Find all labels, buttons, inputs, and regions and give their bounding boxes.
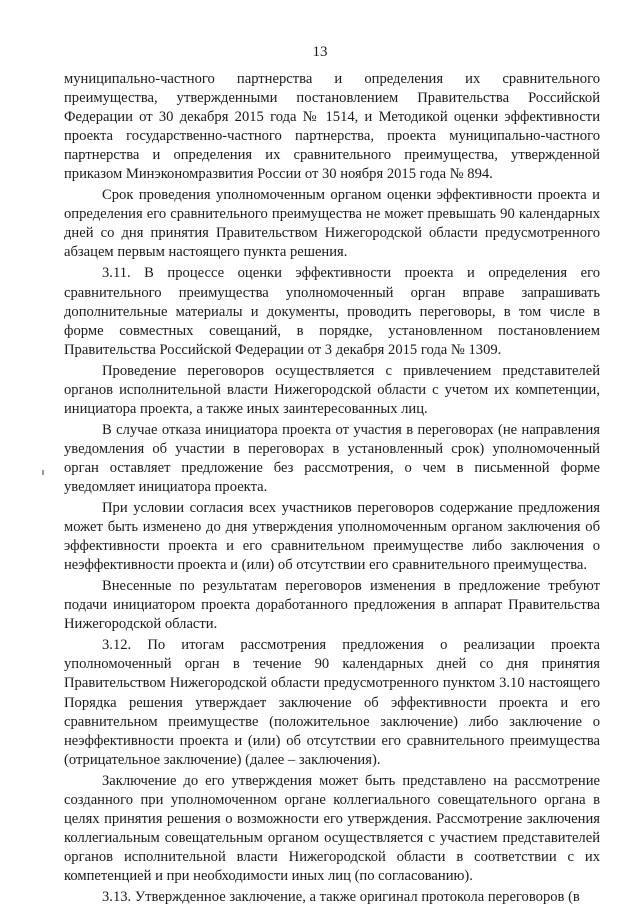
paragraph-changes: Внесенные по результатам переговоров изменения в предложение требуют подачи инициатором проекта доработанного предложения в аппарат Правительства Нижегородской области. — [64, 578, 600, 633]
document-body — [64, 70, 600, 907]
paragraph-continuation: муниципально-частного партнерства и определения их сравнительного преимущества, утвержденными постановлением Правительства Российской Федерации от 30 декабря 2015 года № 1514, и Методикой оценки эффективности проекта государственно-частного партнерства, проекта муниципально-частного партнерства и определения их сравнительного преимущества, утвержденной приказом Минэкономразвития России от 30 ноября 2015 года № 894. — [64, 71, 600, 183]
scan-edge-mark — [42, 470, 44, 475]
paragraph-collegial-review: Заключение до его утверждения может быть представлено на рассмотрение созданного при уполномоченном органе коллегиального совещательного органа в целях принятия решения о возможности его утверждения. Рассмотрение заключения коллегиальным совещательным органом осуществляется с участием представителей органов исполнительной власти Нижегородской области в соответствии с их компетенцией и при необходимости иных лиц (по согласованию). — [64, 772, 600, 884]
paragraph-3-12: 3.12. По итогам рассмотрения предложения о реализации проекта уполномоченный орган в течение 90 календарных дней со дня принятия Правительством Нижегородской области предусмотренного пунктом 3.10 настоящего Порядка решения утверждает заключение об эффективности проекта и его сравнительном преимуществе (положительное заключение) либо заключение о неэффективности проекта и (или) об отсутствии его сравнительного преимущества (отрицательное заключение) (далее – заключения). — [64, 637, 600, 768]
paragraph-negotiations: Проведение переговоров осуществляется с привлечением представителей органов исполнительной власти Нижегородской области с учетом их компетенции, инициатора проекта, а также иных заинтересованных лиц. — [64, 362, 600, 417]
paragraph-refusal: В случае отказа инициатора проекта от участия в переговорах (не направления уведомления об участии в переговорах в установленный срок) уполномоченный орган оставляет предложение без рассмотрения, о чем в письменной форме уведомляет инициатора проекта. — [64, 421, 600, 495]
paragraph-3-11: 3.11. В процессе оценки эффективности проекта и определения его сравнительного преимущества уполномоченный орган вправе запрашивать дополнительные материалы и документы, проводить переговоры, в том числе в форме совместных совещаний, в порядке, установленном постановлением Правительства Российской Федерации от 3 декабря 2015 года № 1309. — [64, 265, 600, 358]
paragraph-consent: При условии согласия всех участников переговоров содержание предложения может быть изменено до дня утверждения уполномоченным органом заключения об эффективности проекта и его сравнительном преимуществе либо заключения о неэффективности проекта и (или) об отсутствии его сравнительного преимущества. — [64, 500, 600, 574]
paragraph-3-13: 3.13. Утвержденное заключение, а также оригинал протокола переговоров (в — [102, 888, 580, 905]
paragraph-evaluation-deadline: Срок проведения уполномоченным органом оценки эффективности проекта и определения его сравнительного преимущества не может превышать 90 календарных дней со дня принятия Правительством Нижегородской области предусмотренного абзацем первым настоящего пункта решения. — [64, 187, 600, 261]
page-number: 13 — [312, 44, 328, 60]
